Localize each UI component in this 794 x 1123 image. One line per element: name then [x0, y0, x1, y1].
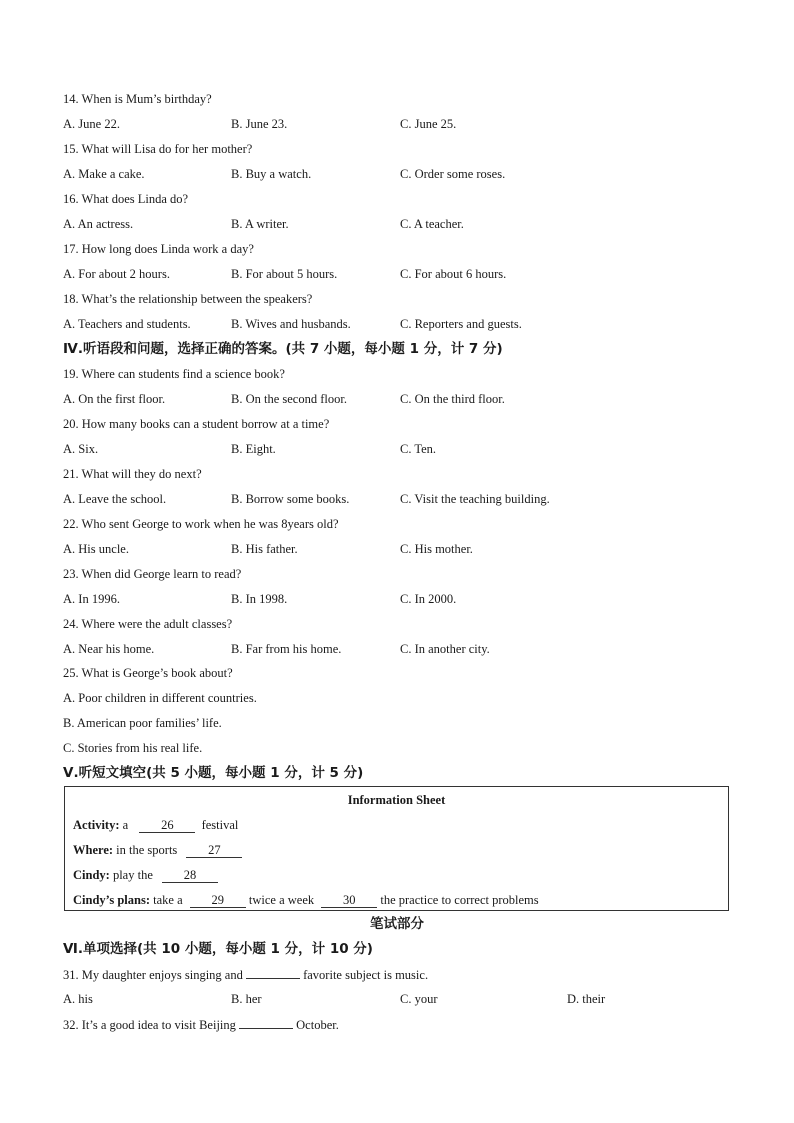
- question-text: 18. What’s the relationship between the speakers?: [63, 292, 313, 306]
- option-a: A. June 22.: [63, 117, 120, 131]
- option-c: C. In 2000.: [400, 592, 457, 606]
- option-c: C. Order some roses.: [400, 167, 506, 181]
- question-text: 21. What will they do next?: [63, 467, 202, 481]
- option-b: B. June 23.: [231, 117, 288, 131]
- question-text: 16. What does Linda do?: [63, 192, 189, 206]
- question-text: 22. Who sent George to work when he was 8years old?: [63, 517, 339, 531]
- answer-blank[interactable]: [246, 966, 300, 979]
- option-c: C. On the third floor.: [400, 392, 505, 406]
- option-b: B. her: [231, 992, 262, 1006]
- option-c: C. Reporters and guests.: [400, 317, 522, 331]
- option-c: C. For about 6 hours.: [400, 267, 507, 281]
- question-text-pre: 32. It’s a good idea to visit Beijing: [63, 1018, 240, 1032]
- written-part-heading: 笔试部分: [370, 916, 424, 932]
- question-text: 24. Where were the adult classes?: [63, 617, 233, 631]
- option-a: A. Make a cake.: [63, 167, 145, 181]
- option-b: B. In 1998.: [231, 592, 288, 606]
- option-a: A. Leave the school.: [63, 492, 167, 506]
- activity-post: festival: [201, 818, 239, 832]
- plans-mid: twice a week: [245, 893, 318, 907]
- answer-blank[interactable]: [239, 1016, 293, 1029]
- blank-30[interactable]: 30: [321, 894, 377, 908]
- option-c: C. Ten.: [400, 442, 437, 456]
- blank-26[interactable]: 26: [139, 819, 195, 833]
- where-pre: in the sports: [113, 843, 181, 857]
- option-a: A. Teachers and students.: [63, 317, 191, 331]
- option-b: B. On the second floor.: [231, 392, 347, 406]
- information-sheet: [64, 786, 729, 911]
- cindy-row: [73, 867, 218, 883]
- question-text: [63, 1016, 339, 1033]
- option-b: B. Eight.: [231, 442, 276, 456]
- option-b: B. A writer.: [231, 217, 289, 231]
- blank-27[interactable]: 27: [186, 844, 242, 858]
- option-c: C. Stories from his real life.: [63, 741, 203, 755]
- cindy-pre: play the: [109, 868, 156, 882]
- question-text: 15. What will Lisa do for her mother?: [63, 142, 253, 156]
- question-text: 17. How long does Linda work a day?: [63, 242, 254, 256]
- option-a: A. Six.: [63, 442, 99, 456]
- activity-pre: a: [119, 818, 132, 832]
- option-d: D. their: [567, 992, 606, 1006]
- section-5-heading: Ⅴ.听短文填空(共 5 小题，每小题 1 分，计 5 分): [63, 765, 364, 781]
- option-b: B. Wives and husbands.: [231, 317, 351, 331]
- option-a: A. For about 2 hours.: [63, 267, 170, 281]
- option-a: A. An actress.: [63, 217, 134, 231]
- option-c: C. June 25.: [400, 117, 457, 131]
- option-b: B. American poor families’ life.: [63, 716, 222, 730]
- question-text: 20. How many books can a student borrow at a time?: [63, 417, 330, 431]
- option-b: B. Far from his home.: [231, 642, 342, 656]
- where-row: [73, 842, 242, 858]
- option-a: A. Poor children in different countries.: [63, 691, 257, 705]
- option-c: C. A teacher.: [400, 217, 464, 231]
- plans-post: the practice to correct problems: [377, 893, 539, 907]
- option-b: B. His father.: [231, 542, 298, 556]
- blank-28[interactable]: 28: [162, 869, 218, 883]
- info-sheet-title: Information Sheet: [347, 793, 446, 807]
- question-text: 25. What is George’s book about?: [63, 666, 233, 680]
- activity-label: Activity:: [73, 818, 120, 832]
- activity-row: [73, 817, 238, 833]
- option-c: C. His mother.: [400, 542, 473, 556]
- option-b: B. Borrow some books.: [231, 492, 350, 506]
- question-text-post: favorite subject is music.: [299, 968, 429, 982]
- question-text: [63, 966, 428, 983]
- option-b: B. Buy a watch.: [231, 167, 312, 181]
- section-6-heading: Ⅵ.单项选择(共 10 小题，每小题 1 分，计 10 分): [63, 941, 373, 957]
- option-c: C. In another city.: [400, 642, 490, 656]
- question-text: 23. When did George learn to read?: [63, 567, 242, 581]
- option-a: A. Near his home.: [63, 642, 155, 656]
- option-a: A. his: [63, 992, 93, 1006]
- option-a: A. On the first floor.: [63, 392, 166, 406]
- question-text: 19. Where can students find a science book?: [63, 367, 285, 381]
- plans-row: [73, 892, 539, 908]
- plans-label: Cindy’s plans:: [73, 893, 150, 907]
- where-label: Where:: [73, 843, 114, 857]
- section-4-heading: Ⅳ.听语段和问题，选择正确的答案。(共 7 小题，每小题 1 分，计 7 分): [63, 341, 503, 357]
- cindy-label: Cindy:: [73, 868, 110, 882]
- option-c: C. your: [400, 992, 438, 1006]
- option-c: C. Visit the teaching building.: [400, 492, 550, 506]
- blank-29[interactable]: 29: [190, 894, 246, 908]
- plans-pre: take a: [150, 893, 186, 907]
- question-text-pre: 31. My daughter enjoys singing and: [63, 968, 246, 982]
- option-b: B. For about 5 hours.: [231, 267, 338, 281]
- question-text-post: October.: [293, 1018, 339, 1032]
- option-a: A. In 1996.: [63, 592, 120, 606]
- question-text: 14. When is Mum’s birthday?: [63, 92, 212, 106]
- option-a: A. His uncle.: [63, 542, 129, 556]
